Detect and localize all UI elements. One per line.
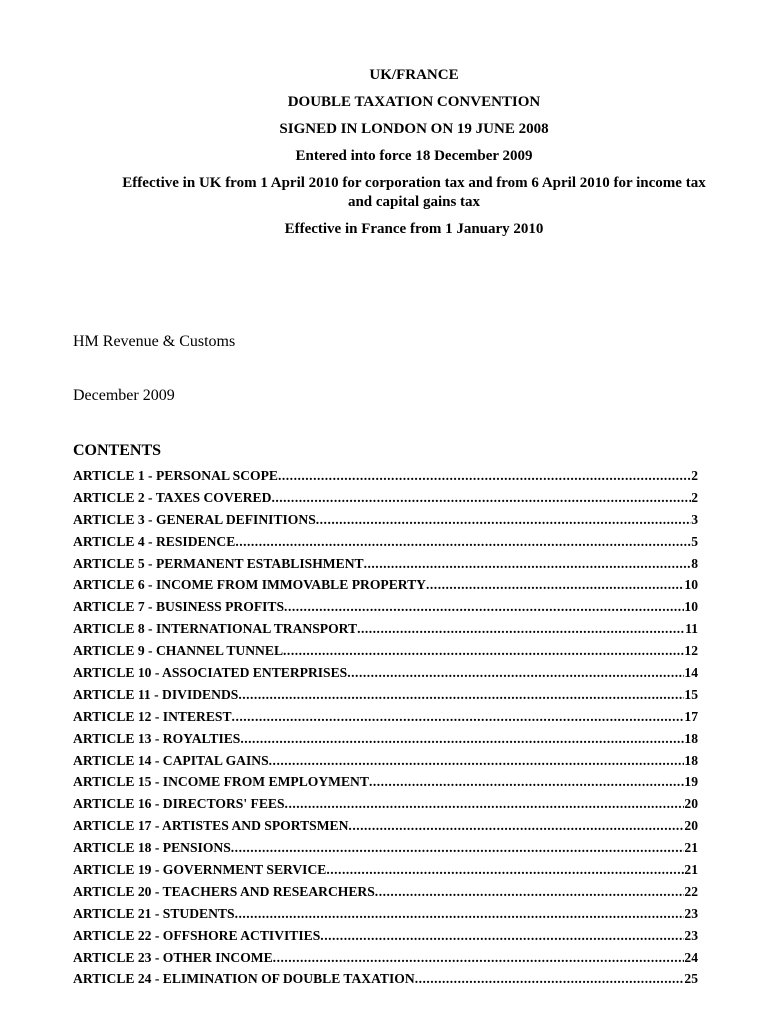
title-convention: DOUBLE TAXATION CONVENTION: [287, 94, 541, 110]
title-block: [60, 66, 768, 247]
toc-entry-page-number: 19: [684, 774, 698, 790]
toc-entry-page-number: 12: [684, 643, 698, 659]
toc-entry-title: ARTICLE 18 - PENSIONS: [73, 840, 231, 856]
toc-entry[interactable]: [73, 731, 698, 753]
toc-entry-page-number: 14: [684, 665, 698, 681]
toc-entry-page-number: 23: [684, 927, 698, 943]
toc-entry-page-number: 20: [684, 818, 698, 834]
toc-entry[interactable]: [73, 468, 698, 490]
toc-dot-leader: [426, 577, 684, 593]
toc-entry-title: ARTICLE 17 - ARTISTES AND SPORTSMEN: [73, 818, 349, 834]
toc-dot-leader: [316, 512, 691, 528]
toc-entry-title: ARTICLE 8 - INTERNATIONAL TRANSPORT: [73, 621, 358, 637]
toc-entry-title: ARTICLE 21 - STUDENTS: [73, 905, 235, 921]
toc-entry[interactable]: [73, 599, 698, 621]
toc-dot-leader: [347, 665, 684, 681]
toc-entry-page-number: 10: [684, 599, 698, 615]
toc-entry[interactable]: [73, 534, 698, 556]
toc-entry-title: ARTICLE 13 - ROYALTIES: [73, 730, 241, 746]
toc-entry[interactable]: [73, 512, 698, 534]
toc-entry[interactable]: [73, 950, 698, 972]
toc-entry[interactable]: [73, 928, 698, 950]
toc-entry-title: ARTICLE 24 - ELIMINATION OF DOUBLE TAXATION: [73, 971, 415, 987]
table-of-contents: [73, 468, 698, 993]
toc-entry-page-number: 25: [684, 971, 698, 987]
toc-dot-leader: [357, 621, 685, 637]
toc-entry-title: ARTICLE 10 - ASSOCIATED ENTERPRISES: [73, 665, 348, 681]
toc-entry-title: ARTICLE 15 - INCOME FROM EMPLOYMENT: [73, 774, 369, 790]
toc-entry[interactable]: [73, 796, 698, 818]
toc-entry[interactable]: [73, 621, 698, 643]
toc-entry-page-number: 18: [684, 730, 698, 746]
toc-entry[interactable]: [73, 818, 698, 840]
toc-entry-page-number: 18: [684, 752, 698, 768]
toc-dot-leader: [283, 643, 684, 659]
toc-dot-leader: [235, 534, 691, 550]
toc-entry[interactable]: [73, 577, 698, 599]
toc-entry-title: ARTICLE 3 - GENERAL DEFINITIONS: [73, 511, 316, 527]
toc-entry[interactable]: [73, 753, 698, 775]
toc-entry-page-number: 24: [684, 949, 698, 965]
title-countries: UK/FRANCE: [369, 67, 459, 83]
toc-entry-page-number: 23: [684, 905, 698, 921]
toc-entry[interactable]: [73, 687, 698, 709]
toc-dot-leader: [273, 950, 685, 966]
toc-entry-page-number: 11: [685, 621, 698, 637]
toc-entry-title: ARTICLE 23 - OTHER INCOME: [73, 949, 273, 965]
toc-entry-page-number: 3: [691, 511, 698, 527]
toc-entry[interactable]: [73, 490, 698, 512]
toc-entry[interactable]: [73, 862, 698, 884]
toc-entry-title: ARTICLE 2 - TAXES COVERED: [73, 489, 272, 505]
toc-entry-page-number: 2: [691, 468, 698, 483]
toc-entry-title: ARTICLE 20 - TEACHERS AND RESEARCHERS: [73, 883, 375, 899]
toc-entry-title: ARTICLE 5 - PERMANENT ESTABLISHMENT: [73, 555, 364, 571]
toc-dot-leader: [278, 468, 691, 484]
toc-entry-page-number: 2: [691, 489, 698, 505]
toc-entry-title: ARTICLE 11 - DIVIDENDS: [73, 686, 239, 702]
toc-dot-leader: [320, 928, 684, 944]
toc-dot-leader: [369, 774, 684, 790]
toc-entry-page-number: 10: [684, 577, 698, 593]
toc-entry-page-number: 8: [691, 555, 698, 571]
toc-entry[interactable]: [73, 665, 698, 687]
toc-entry[interactable]: [73, 906, 698, 928]
toc-dot-leader: [375, 884, 685, 900]
toc-entry[interactable]: [73, 643, 698, 665]
toc-entry-page-number: 5: [691, 533, 698, 549]
toc-entry-title: ARTICLE 16 - DIRECTORS' FEES: [73, 796, 285, 812]
toc-entry-title: ARTICLE 12 - INTEREST: [73, 708, 232, 724]
toc-dot-leader: [235, 906, 685, 922]
toc-entry[interactable]: [73, 884, 698, 906]
toc-entry[interactable]: [73, 971, 698, 993]
toc-dot-leader: [415, 971, 685, 987]
toc-entry-page-number: 22: [684, 883, 698, 899]
toc-dot-leader: [364, 556, 692, 572]
toc-entry-title: ARTICLE 1 - PERSONAL SCOPE: [73, 468, 278, 483]
toc-entry-title: ARTICLE 19 - GOVERNMENT SERVICE: [73, 862, 327, 878]
toc-dot-leader: [238, 687, 684, 703]
organization-name: HM Revenue & Customs: [73, 333, 236, 350]
toc-entry-title: ARTICLE 9 - CHANNEL TUNNEL: [73, 643, 284, 659]
toc-dot-leader: [232, 709, 685, 725]
toc-entry-title: ARTICLE 14 - CAPITAL GAINS: [73, 752, 269, 768]
toc-entry-page-number: 17: [684, 708, 698, 724]
toc-entry[interactable]: [73, 556, 698, 578]
title-effective-france: Effective in France from 1 January 2010: [284, 221, 544, 237]
toc-dot-leader: [348, 818, 684, 834]
publication-date: December 2009: [73, 387, 175, 404]
toc-entry-page-number: 21: [684, 862, 698, 878]
toc-entry[interactable]: [73, 709, 698, 731]
title-entry-into-force: Entered into force 18 December 2009: [295, 148, 533, 164]
toc-entry-title: ARTICLE 22 - OFFSHORE ACTIVITIES: [73, 927, 321, 943]
toc-dot-leader: [269, 753, 685, 769]
contents-heading: CONTENTS: [73, 442, 162, 459]
toc-entry-title: ARTICLE 6 - INCOME FROM IMMOVABLE PROPERTY: [73, 577, 426, 593]
toc-entry[interactable]: [73, 840, 698, 862]
toc-entry-title: ARTICLE 4 - RESIDENCE: [73, 533, 236, 549]
toc-entry-title: ARTICLE 7 - BUSINESS PROFITS: [73, 599, 285, 615]
toc-dot-leader: [271, 490, 691, 506]
toc-dot-leader: [240, 731, 684, 747]
title-signed: SIGNED IN LONDON ON 19 JUNE 2008: [279, 121, 549, 137]
toc-dot-leader: [326, 862, 684, 878]
toc-entry-page-number: 15: [684, 686, 698, 702]
toc-dot-leader: [284, 599, 684, 615]
toc-dot-leader: [285, 796, 685, 812]
title-effective-uk: Effective in UK from 1 April 2010 for corporation tax and from 6 April 2010 for income tax and capital gains tax: [122, 175, 706, 210]
toc-dot-leader: [231, 840, 685, 856]
toc-entry-page-number: 20: [684, 796, 698, 812]
toc-entry[interactable]: [73, 774, 698, 796]
toc-entry-page-number: 21: [684, 840, 698, 856]
